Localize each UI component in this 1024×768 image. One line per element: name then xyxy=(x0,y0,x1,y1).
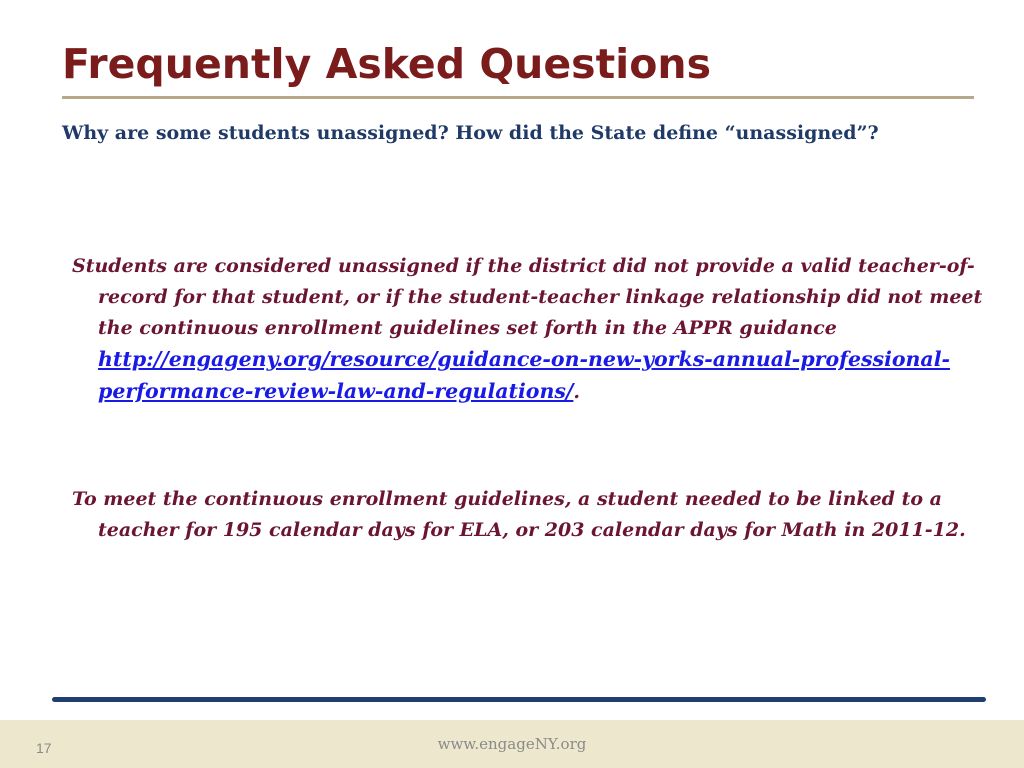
guidance-link[interactable]: http://engageny.org/resource/guidance-on-new-yorks-annual-professional-performance-review-law-and-regulations/ xyxy=(98,347,951,403)
slide-title: Frequently Asked Questions xyxy=(62,40,711,88)
slide-number: 17 xyxy=(36,740,52,756)
faq-answer-1 xyxy=(72,251,983,408)
faq-question: Why are some students unassigned? How did the State define “unassigned”? xyxy=(62,122,879,144)
title-divider xyxy=(62,96,974,99)
bottom-divider xyxy=(52,697,986,702)
faq-answer-2: To meet the continuous enrollment guidelines, a student needed to be linked to a teacher for 195 calendar days for ELA, or 203 calendar days for Math in 2011-12. xyxy=(72,488,966,541)
answer-1-period: . xyxy=(573,381,581,403)
answer-1-text: Students are considered unassigned if the district did not provide a valid teacher-of-record for that student, or if the student-teacher linkage relationship did not meet the continuous enrollment guidelines set forth in the APPR guidance xyxy=(72,255,983,339)
footer-url: www.engageNY.org xyxy=(437,735,587,753)
